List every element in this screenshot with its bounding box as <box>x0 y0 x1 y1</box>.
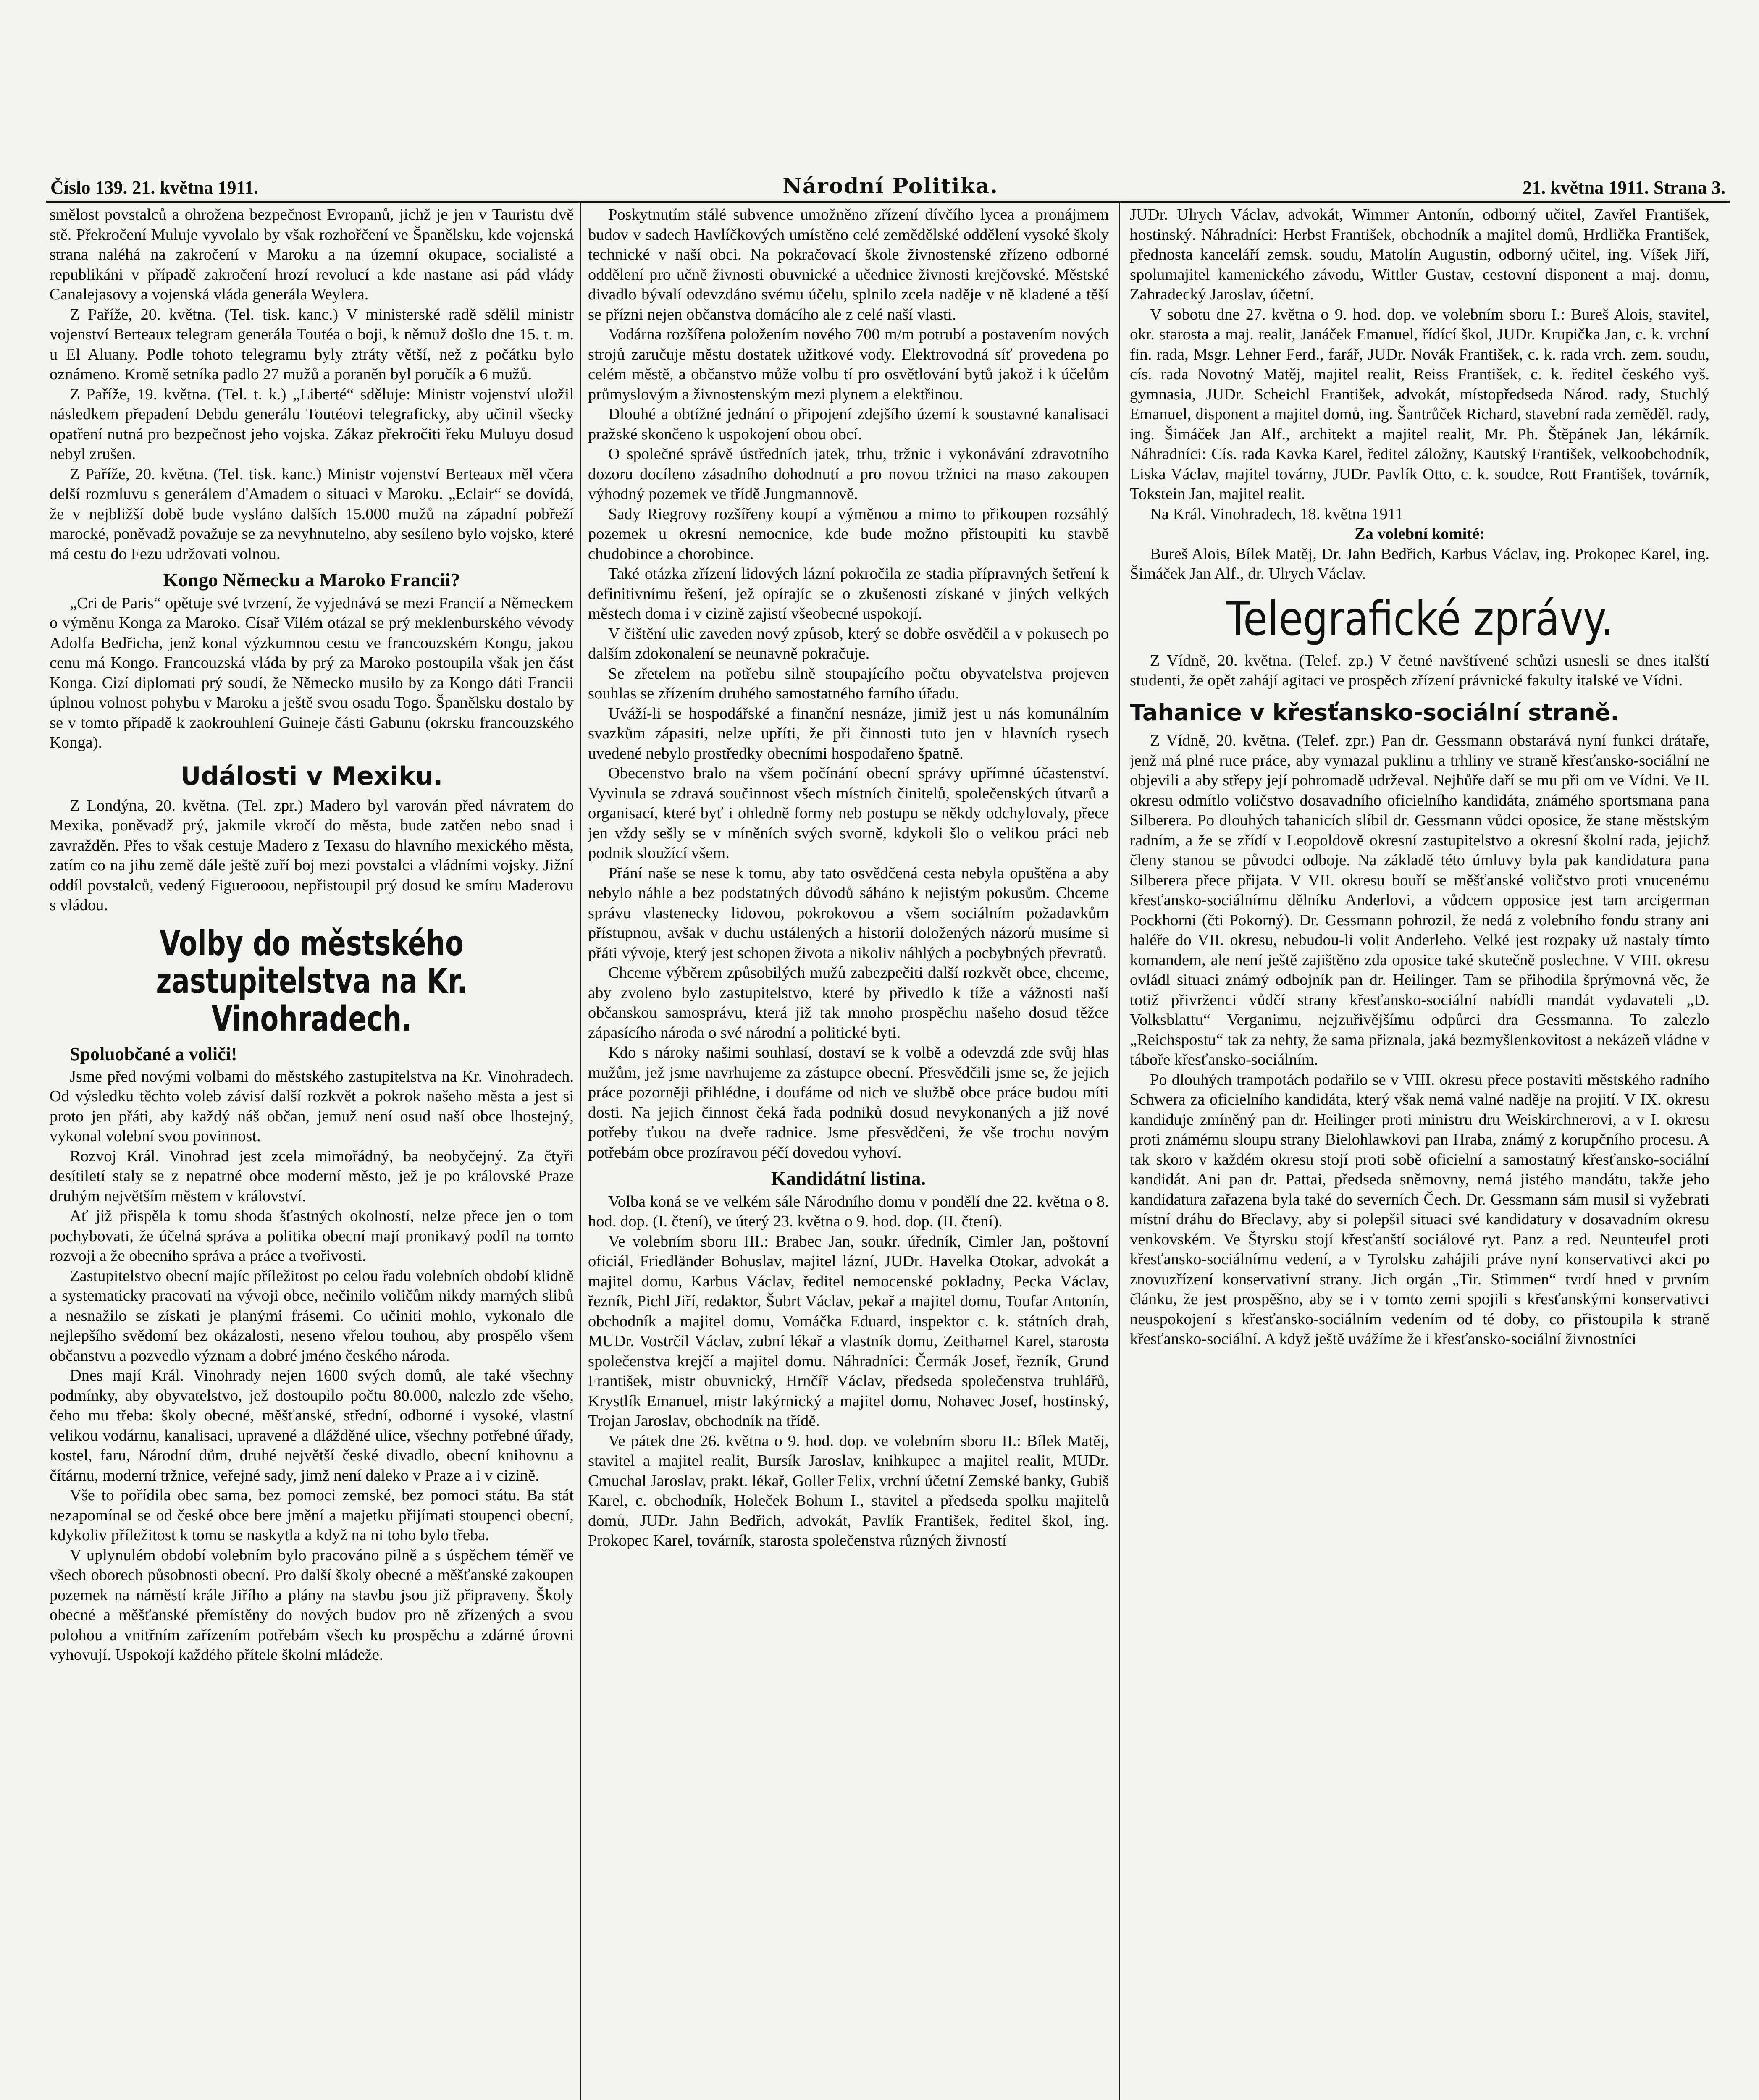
paragraph: Přání naše se nese k tomu, aby tato osvědčená cesta nebyla opuštěna a aby nebylo náhle a bez podstatných důvodů sáháno k nejistým pokusům. Chceme správu vlastenecky lidovou, pokrokovou a všem sociálním požadavkům přístupnou, avšak v duchu ustálených a historií doložených názorů musíme si přáti vývoje, který jest schopen života a nikoliv náhlých a pocbybných převratů. <box>588 864 1109 962</box>
paragraph: Rozvoj Král. Vinohrad jest zcela mimořádný, ba neobyčejný. Za čtyři desítiletí staly se z nepatrné obce moderní město, jež je po královské Praze druhým největším městem v království. <box>50 1147 574 1205</box>
paragraph: Se zřetelem na potřebu silně stoupajícího počtu obyvatelstva projeven souhlas se zřízením druhého samostatného farního úřadu. <box>588 664 1109 702</box>
headline-mexiko: Události v Mexiku. <box>180 761 443 791</box>
headline-kongo: Kongo Německu a Maroko Francii? <box>163 569 460 591</box>
paragraph: Zastupitelstvo obecní majíc příležitost po celou řadu volebních období klidně a systematicky pracovati na vývoji obce, nečinilo voličům nikdy marných slibů a nesnažilo se získati je planými frásemi. Co učiniti mohlo, vykonalo dle nejlepšího svědomí bez okázalosti, neseno vřelou touhou, aby prospělo všem občanstvu a pozvedlo význam a dobré jméno českého národa. <box>50 1267 574 1365</box>
paragraph: Z Vídně, 20. května. (Telef. zpr.) Pan dr. Gessmann obstarává nyní funkci drátaře, jenž má plné ruce práce, aby vymazal puklinu a trhliny ve straně křesťansko-sociální ne objevili a aby střepy její pohromadě udrževal. Nejhůře daří se mu při om ve Vídni. Ve II. okresu odmítlo voličstvo dosavadního oficielního kandidáta, známého sportsmana pana Silberera. Po dlouhých tahanicích slíbil dr. Gessmann vůdci oposice, že stane městským radním, a že se zřídí v Leopoldově okresní zastupitelstvo a okresní školní rada, jejichž členy stanou se původci odboje. Na základě této úmluvy byla pak kandidatura pana Silberera přece přijata. V VII. okresu bouří se měšťanské voličstvo proti vnucenému křesťansko-sociálnímu dělníku Anderlovi, a vůdcem opposice jest tam arcigerman Pockhorni (čti Pokorný). Dr. Gessmann pohrozil, že nedá z volebního fondu strany ani haléře do VII. okresu, nebudou-li volit Anderleho. Velké jest rozpaky už nastaly tímto komandem, ale není ještě zajištěno zda oposice také skutečně poslechne. V VIII. okresu ovládl situaci známý odbojník pan dr. Heilinger. Tam se přihodila šprýmovná věc, že totiž přivrženci vůdčí strany křesťansko-sociální nabídli mandát vydavateli „D. Volksblattu“ Verganimu, nejzuřivějšímu odpůrci dra Gessmanna. To zalezlo „Reichspostu“ tak za nehty, že sama přiznala, jaká bezmyšlenkovitost a nekázeň vládne v táboře křesťansko-sociálním. <box>1130 732 1709 1069</box>
paragraph: V uplynulém období volebním bylo pracováno pilně a s úspěchem téměř ve všech oborech působnosti obecní. Pro další školy obecné a měšťanské zakoupen pozemek na náměstí krále Jiřího a plány na stavbu jsou již připraveny. Školy obecné a měšťanské přemístěny do nových budov pro ně zřízených a svou polohou a vnitřním zařízením potřebám všech ku prospěchu a zdárné úrovni vyhovují. Uspokojí každého přítele školní mládeže. <box>50 1546 574 1664</box>
paragraph: Dlouhé a obtížné jednání o připojení zdejšího území k soustavné kanalisaci pražské skončeno k uspokojení obou obcí. <box>588 405 1109 443</box>
headline-kandidatni-listina: Kandidátní listina. <box>771 1168 926 1189</box>
paragraph: Vše to pořídila obec sama, bez pomoci zemské, bez pomoci státu. Ba stát nezapomínal se od české obce bere jmění a majetku přijímati stoupenci obecní, kdykoliv příležitost k tomu se naskytla a když na ni toho bylo třeba. <box>50 1486 574 1544</box>
date-page-right: 21. května 1911. Strana 3. <box>1523 177 1725 198</box>
paragraph: Chceme výběrem způsobilých mužů zabezpečiti další rozkvět obce, chceme, aby zvoleno bylo zastupitelstvo, které by přivedlo k tíže a vážnosti naší občanskou samosprávu, která již tak mnoho prospěchu našeho dosud těžce zápasícího národa o své národní a politické byti. <box>588 964 1109 1042</box>
paragraph: Z Vídně, 20. května. (Telef. zp.) V četné navštívené schůzi usnesli se dnes italští studenti, že opět zahájí agitaci ve prospěch zřízení právnické fakulty italské ve Vídni. <box>1130 651 1709 690</box>
column-3 <box>1130 205 1709 2100</box>
header-rule <box>46 201 1730 203</box>
paragraph: Z Paříže, 20. května. (Tel. tisk. kanc.) Ministr vojenství Berteaux měl včera delší rozmluvu s generálem d'Amadem o situaci v Maroku. „Eclair“ se dovídá, že v nejbližší době bude vysláno dalších 15.000 mužů na západní pobřeží marocké, poněvadž považuje se za nevyhnutelno, aby sesíleno bylo vojsko, které má cestu do Fezu udržovati volnou. <box>50 465 574 563</box>
newspaper-title: Národní Politika. <box>782 173 998 198</box>
paragraph: Z Londýna, 20. května. (Tel. zpr.) Madero byl varován před návratem do Mexika, poněvadž prý, jakmile vkročí do města, bude zatčen nebo snad i zavražděn. Přes to však cestuje Madero z Texasu do hlavního mexického města, zatím co na jihu země dále ještě zuří boj mezi povstalci a vládními vojsky. Jižní oddíl povstalců, vedený Figuerooou, nepřistoupil prý dosud ke smíru Maderovu s vládou. <box>50 796 574 914</box>
headline-telegraficke-zpravy: Telegrafické zprávy. <box>1226 591 1614 646</box>
paragraph: Ve pátek dne 26. května o 9. hod. dop. ve volebním sboru II.: Bílek Matěj, stavitel a majitel realit, Bursík Jaroslav, knihkupec a majitel realit, MUDr. Cmuchal Jaroslav, prakt. lékař, Goller Felix, vrchní účetní Zemské banky, Gubiš Karel, c. obchodník, Holeček Bohum I., stavitel a předseda spolku majitelů domů, JUDr. Jahn Bedřich, advokát, Pavlík František, ředitel škol, ing. Prokopec Karel, továrník, starosta společenstva různých živností <box>588 1432 1109 1549</box>
paragraph: Na Král. Vinohradech, 18. května 1911 <box>1150 505 1403 523</box>
paragraph: Dnes mají Král. Vinohrady nejen 1600 svých domů, ale také všechny podmínky, aby obyvatelstvo, jež dostoupilo počtu 80.000, nalezlo zde všeho, čeho mu třeba: školy obecné, měšťanské, střední, odborné i vysoké, vlastní velikou vodárnu, kanalisaci, upravené a dlážděné ulice, všechny potřebné úřady, kostel, faru, Národní dům, druhé největší české divadlo, obecní knihovnu a čítárnu, moderní tržnice, veřejné sady, jimž není daleko v Praze a i v cizině. <box>50 1367 574 1484</box>
paragraph: Z Paříže, 19. května. (Tel. t. k.) „Liberté“ sděluje: Ministr vojenství uložil následkem přepadení Debdu generálu Toutéovi telegraficky, aby učinil všecky opatření nutná pro bezpečnost jeho vojska. Zákaz překročiti řeku Muluyu dosud nebyl zrušen. <box>50 385 574 463</box>
paragraph: Jsme před novými volbami do městského zastupitelstva na Kr. Vinohradech. Od výsledku těchto voleb závisí další rozkvět a pokrok našeho města a jest si proto jen přáti, aby každý náš občan, jemuž není osud naší obce lhostejný, vykonal volební svou povinnost. <box>50 1067 574 1145</box>
column-divider <box>1119 201 1120 2100</box>
paragraph: V čištění ulic zaveden nový způsob, který se dobře osvědčil a v pokusech po dalším zdokonalení se neunavně pokračuje. <box>588 625 1109 662</box>
paragraph: Po dlouhých trampotách podařilo se v VIII. okresu přece postaviti městského radního Schwera za oficielního kandidáta, který však nemá valné naděje na projití. V IX. okresu kandiduje zmíněný pan dr. Heilinger proti ministru dru Weiskirchnerovi, a v I. okresu proti známému sloupu strany Bielohlawkovi pan Hraba, známý z korupčního procesu. A tak skoro v každém okresu stojí proti sobě oficielní a samostatný křesťansko-sociální kandidát. Ani pan dr. Pattai, předseda sněmovny, nemá jistého mandátu, takže jeho kandidatura zařazena byla také do severních Čech. Dr. Gessmann sám musil si vyžebrati místní dráhu do Břeclavy, aby si polepšil situaci své kandidatury v dosavadním okresu venkovském. Ve Štyrsku stojí křesťanští sociálové ryt. Panz a red. Neunteufel proti křesťansko-sociálnímu vedení, a v Tyrolsku zahájili práve nyní konservativci akci po znovuzřízení konservativní strany. Jich orgán „Tir. Stimmen“ tvrdí hned v prvním článku, že jest prospěšno, aby se i v tomto zemi spojili s křesťanskými konservativci neuspokojení s křesťansko-sociálním vedením od té doby, co přistoupila k straně křesťansko-sociální. A když ještě uvážíme že i křesťansko-sociální živnostníci <box>1130 1071 1709 1348</box>
paragraph: Také otázka zřízení lidových lázní pokročila ze stadia přípravných šetření k definitivnímu řešení, jež opírajíc se o zkušenosti získané v jiných velkých městech doma i v cizině zajistí všeobecné uspokojí. <box>588 565 1109 622</box>
paragraph: Poskytnutím stálé subvence umožněno zřízení dívčího lycea a pronájmem budov v sadech Havlíčkových umístěno celé zemědělské oddělení vysoké školy technické v naší obci. Na pokračovací škole živnostenské zřízeno odborné oddělení pro učně živnosti obuvnické a učednice živnosti krejčovské. Městské divadlo bývalí odevzdáno svému účelu, splnilo zcela naděje v ně kladené a těší se přízni nejen občanstva domácího ale z celé naší vlasti. <box>588 206 1109 323</box>
paragraph: Uváží-li se hospodářské a finanční nesnáze, jimiž jest u nás komunálním svazkům zápasiti, nelze upříti, že při činnosti tuto jen v hlavních rysech uvedené nebylo prostředky obecními hospodařeno špatně. <box>588 704 1109 762</box>
committee-label: Za volební komité: <box>1354 525 1485 543</box>
paragraph: Volba koná se ve velkém sále Národního domu v pondělí dne 22. května o 8. hod. dop. (I. čtení), ve úterý 23. května o 9. hod. dop. (II. čtení). <box>588 1192 1109 1230</box>
paragraph: „Cri de Paris“ opětuje své tvrzení, že vyjednává se mezi Francií a Německem o výměnu Konga za Maroko. Císař Vilém otázal se prý meklenburského vévody Adolfa Bedřicha, jenž konal výzkumnou cestu ve francouzském Kongu, jakou cenu má Kongo. Francouzská vláda by prý za Maroko postoupila však jen část Konga. Cizí diplomati prý soudí, že Německo musilo by za Kongo dáti Francii úplnou volnost pohybu v Maroku a ještě svou osadu Togo. Španělsku dostalo by se v tomto případě k zaokrouhlení Guineje části Gabunu (okrsku francouzského Konga). <box>50 594 574 751</box>
headline-volby: Volby do městského zastupitelstva na Kr. Vinohradech. <box>156 923 467 1039</box>
paragraph: V sobotu dne 27. května o 9. hod. dop. ve volebním sboru I.: Bureš Alois, stavitel, okr. starosta a maj. realit, Janáček Emanuel, řídící škol, JUDr. Krupička Jan, c. k. vrchní fin. rada, Msgr. Lehner Ferd., farář, JUDr. Novák František, c. k. rada vrch. zem. soudu, cís. rada Novotný Matěj, majitel realit, Reiss František, c. k. ředitel českého vyš. gymnasia, JUDr. Scheichl František, advokát, místopředseda Národ. rady, Stuchlý Emanuel, disponent a majitel domů, ing. Šantrůček Richard, stavební rada zeměděl. rady, ing. Šimáček Jan Alf., architekt a majitel realit, Mr. Ph. Štěpánek Jan, lékárník. Náhradníci: Cís. rada Kavka Karel, ředitel záložny, Kautský František, velkoobchodník, Liska Václav, majitel továrny, JUDr. Pavlík Otto, c. k. soudce, Rott František, továrník, Tokstein Jan, majitel realit. <box>1130 305 1709 503</box>
paragraph: Bureš Alois, Bílek Matěj, Dr. Jahn Bedřich, Karbus Václav, ing. Prokopec Karel, ing. Šimáček Jan Alf., dr. Ulrych Václav. <box>1130 545 1709 583</box>
headline-tahanice: Tahanice v křesťansko-sociální straně. <box>1130 699 1619 726</box>
paragraph: Ve volebním sboru III.: Brabec Jan, soukr. úředník, Cimler Jan, poštovní oficiál, Friedländer Bohuslav, majitel lázní, JUDr. Havelka Otokar, advokát a majitel domu, Karbus Václav, ředitel nemocenské pokladny, Pecka Václav, řezník, Pichl Jiří, redaktor, Šubrt Václav, pekař a majitel domu, Toufar Antonín, obchodník a majitel domu, Vomáčka Eduard, inspektor c. k. státních drah, MUDr. Vostrčil Václav, zubní lékař a vlastník domu, Zeithamel Karel, starosta společenstva krejčí a majitel domu. Náhradníci: Čermák Josef, řezník, Grund František, mistr obuvnický, Hrnčíř Václav, předseda společenstva truhlářů, Krystlík Emanuel, mistr lakýrnický a majitel domu, Nohavec Josef, hostinský, Trojan Jaroslav, obchodník na třídě. <box>588 1232 1109 1430</box>
paragraph: Vodárna rozšířena položením nového 700 m/m potrubí a postavením nových strojů zaručuje městu dostatek užitkové vody. Elektrovodná síť provedena po celém městě, a občanstvo může volbu tí pro osvětlování bytů jakož i k účelům průmyslovým a živnostenským mezi plynem a elektřinou. <box>588 326 1109 403</box>
masthead <box>50 165 1725 198</box>
paragraph: smělost povstalců a ohrožena bezpečnost Evropanů, jichž je jen v Tauristu dvě stě. Překročení Muluje vyvolalo by však rozhořčení ve Španělsku, kde vojenská strana naléhá na zakročení v Maroku a na územní okupace, socialisté a republikáni v případě zakročení hrozí revolucí a kde nastane asi pád vlády Canalejasovy a vojenská vláda generála Weylera. <box>50 206 574 303</box>
issue-date-left: Číslo 139. 21. května 1911. <box>50 177 259 198</box>
paragraph: Ať již přispěla k tomu shoda šťastných okolností, nelze přece jen o tom pochybovati, že účelná správa a politika obecní mají pronikavý podíl na tomto rozvoji a že obecního správa a práce a tvořivosti. <box>50 1207 574 1265</box>
paragraph: JUDr. Ulrych Václav, advokát, Wimmer Antonín, odborný učitel, Zavřel František, hostinský. Náhradníci: Herbst František, obchodník a majitel domů, Hrdlička František, přednosta kanceláří zemsk. soudu, Matolín Augustin, odborný učitel, ing. Víšek Jiří, spolumajitel kamenického závodu, Wittler Gustav, cestovní disponent a maj. domu, Zahradecký Jaroslav, účetní. <box>1130 206 1709 303</box>
subheadline-voters: Spoluobčané a voliči! <box>70 1044 237 1065</box>
paragraph: Z Paříže, 20. května. (Tel. tisk. kanc.) V ministerské radě sdělil ministr vojenství Berteaux telegram generála Toutéa o boji, k němuž došlo dne 15. t. m. u El Aluany. Podle tohoto telegramu byly ztráty větší, než z počátku bylo oznámeno. Kromě setníka padlo 27 mužů a poraněn byl poručík a 6 mužů. <box>50 305 574 383</box>
paragraph: Kdo s nároky našimi souhlasí, dostaví se k volbě a odevzdá zde svůj hlas mužům, jež jsme navrhujeme za zástupce obecní. Přesvědčili jsme se, že jejich práce pozorněji přihlédne, i doufáme od nich ve službě obce práce budou míti dosti. Na jejich činnost čeká řada podniků dosud nevykonaných a již nové potřeby ťukou na dveře radnice. Jsme přesvědčeni, že vše trochu novým potřebám obce prozíravou péčí dovedou vyhoví. <box>588 1044 1109 1161</box>
column-divider <box>580 201 581 2100</box>
paragraph: O společné správě ústředních jatek, trhu, tržnic i vykonávání zdravotního dozoru docíleno zásadního dohodnutí a pro novou tržnici na maso zakoupen výhodný pozemek ve třídě Jungmannově. <box>588 445 1109 503</box>
column-2 <box>588 205 1109 2100</box>
column-1 <box>50 205 574 2100</box>
paragraph: Obecenstvo bralo na všem počínání obecní správy upřímné účastenství. Vyvinula se zdravá součinnost všech místních činitelů, společenských útvarů a organisací, které byť i ohledně formy neb postupu se někdy odchylovaly, přece jen vždy sešly se v míněních svých svorně, kdykoli šlo o velikou práci neb podnik sloužící všem. <box>588 764 1109 862</box>
paragraph: Sady Riegrovy rozšířeny koupí a výměnou a mimo to přikoupen rozsáhlý pozemek u okresní nemocnice, kde bude možno přistoupiti ku stavbě chudobince a chorobince. <box>588 505 1109 563</box>
